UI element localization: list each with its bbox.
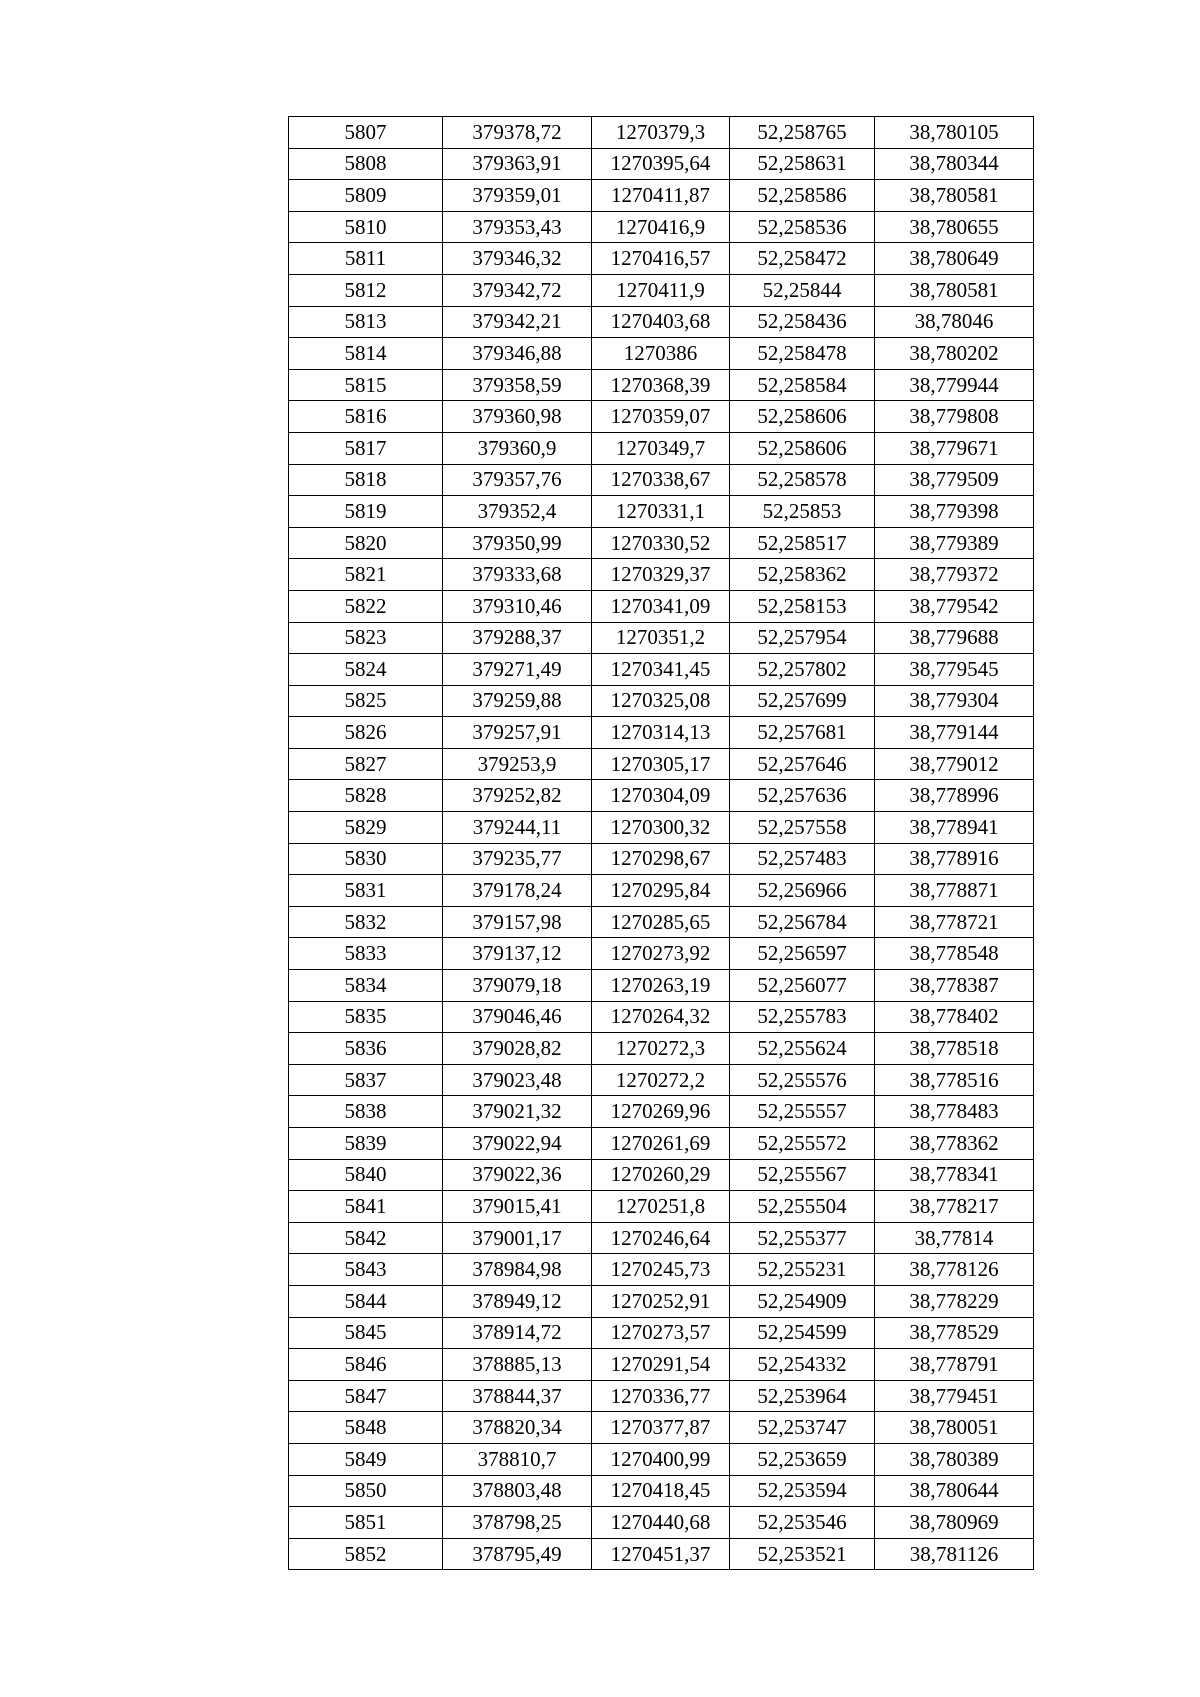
coordinates-table-body [289,117,1034,1570]
latitude-cell: 52,257646 [730,748,875,780]
point-number-cell: 5837 [289,1064,443,1096]
y-coordinate-cell: 1270395,64 [592,148,730,180]
latitude-cell: 52,253659 [730,1443,875,1475]
longitude-cell: 38,779545 [875,654,1034,686]
x-coordinate-cell: 379363,91 [443,148,592,180]
y-coordinate-cell: 1270451,37 [592,1538,730,1570]
point-number-cell: 5814 [289,338,443,370]
x-coordinate-cell: 379178,24 [443,875,592,907]
longitude-cell: 38,779304 [875,685,1034,717]
longitude-cell: 38,780644 [875,1475,1034,1507]
table-row [289,432,1034,464]
latitude-cell: 52,258606 [730,432,875,464]
point-number-cell: 5820 [289,527,443,559]
table-row [289,211,1034,243]
x-coordinate-cell: 379079,18 [443,970,592,1002]
longitude-cell: 38,780581 [875,180,1034,212]
point-number-cell: 5851 [289,1507,443,1539]
x-coordinate-cell: 378803,48 [443,1475,592,1507]
y-coordinate-cell: 1270261,69 [592,1128,730,1160]
longitude-cell: 38,77814 [875,1222,1034,1254]
coordinates-table [288,116,1034,1570]
y-coordinate-cell: 1270368,39 [592,369,730,401]
point-number-cell: 5839 [289,1128,443,1160]
x-coordinate-cell: 379360,9 [443,432,592,464]
table-row [289,1191,1034,1223]
y-coordinate-cell: 1270273,92 [592,938,730,970]
x-coordinate-cell: 378984,98 [443,1254,592,1286]
y-coordinate-cell: 1270338,67 [592,464,730,496]
y-coordinate-cell: 1270260,29 [592,1159,730,1191]
x-coordinate-cell: 379342,72 [443,274,592,306]
y-coordinate-cell: 1270349,7 [592,432,730,464]
longitude-cell: 38,778721 [875,906,1034,938]
longitude-cell: 38,778529 [875,1317,1034,1349]
table-row [289,148,1034,180]
y-coordinate-cell: 1270269,96 [592,1096,730,1128]
table-row [289,780,1034,812]
longitude-cell: 38,778941 [875,812,1034,844]
y-coordinate-cell: 1270295,84 [592,875,730,907]
point-number-cell: 5835 [289,1001,443,1033]
point-number-cell: 5844 [289,1285,443,1317]
table-row [289,875,1034,907]
latitude-cell: 52,255504 [730,1191,875,1223]
y-coordinate-cell: 1270330,52 [592,527,730,559]
point-number-cell: 5811 [289,243,443,275]
latitude-cell: 52,257802 [730,654,875,686]
latitude-cell: 52,257954 [730,622,875,654]
table-row [289,1128,1034,1160]
latitude-cell: 52,258153 [730,590,875,622]
longitude-cell: 38,780202 [875,338,1034,370]
y-coordinate-cell: 1270245,73 [592,1254,730,1286]
latitude-cell: 52,257636 [730,780,875,812]
latitude-cell: 52,257483 [730,843,875,875]
latitude-cell: 52,256077 [730,970,875,1002]
table-row [289,717,1034,749]
table-row [289,1096,1034,1128]
longitude-cell: 38,779808 [875,401,1034,433]
point-number-cell: 5817 [289,432,443,464]
longitude-cell: 38,778362 [875,1128,1034,1160]
longitude-cell: 38,779451 [875,1380,1034,1412]
point-number-cell: 5840 [289,1159,443,1191]
table-row [289,970,1034,1002]
point-number-cell: 5848 [289,1412,443,1444]
longitude-cell: 38,778871 [875,875,1034,907]
table-row [289,812,1034,844]
y-coordinate-cell: 1270377,87 [592,1412,730,1444]
y-coordinate-cell: 1270411,87 [592,180,730,212]
point-number-cell: 5824 [289,654,443,686]
table-row [289,527,1034,559]
longitude-cell: 38,781126 [875,1538,1034,1570]
longitude-cell: 38,778483 [875,1096,1034,1128]
point-number-cell: 5847 [289,1380,443,1412]
table-row [289,590,1034,622]
table-row [289,1222,1034,1254]
table-row [289,1507,1034,1539]
longitude-cell: 38,778217 [875,1191,1034,1223]
y-coordinate-cell: 1270246,64 [592,1222,730,1254]
x-coordinate-cell: 379333,68 [443,559,592,591]
point-number-cell: 5845 [289,1317,443,1349]
latitude-cell: 52,258362 [730,559,875,591]
point-number-cell: 5832 [289,906,443,938]
y-coordinate-cell: 1270304,09 [592,780,730,812]
table-row [289,559,1034,591]
latitude-cell: 52,255783 [730,1001,875,1033]
table-row [289,369,1034,401]
x-coordinate-cell: 378949,12 [443,1285,592,1317]
longitude-cell: 38,779389 [875,527,1034,559]
y-coordinate-cell: 1270273,57 [592,1317,730,1349]
latitude-cell: 52,254332 [730,1349,875,1381]
x-coordinate-cell: 379288,37 [443,622,592,654]
x-coordinate-cell: 379253,9 [443,748,592,780]
x-coordinate-cell: 379252,82 [443,780,592,812]
table-row [289,906,1034,938]
point-number-cell: 5818 [289,464,443,496]
longitude-cell: 38,778548 [875,938,1034,970]
x-coordinate-cell: 379244,11 [443,812,592,844]
x-coordinate-cell: 379357,76 [443,464,592,496]
point-number-cell: 5836 [289,1033,443,1065]
point-number-cell: 5841 [289,1191,443,1223]
point-number-cell: 5807 [289,117,443,149]
y-coordinate-cell: 1270331,1 [592,496,730,528]
point-number-cell: 5828 [289,780,443,812]
latitude-cell: 52,25844 [730,274,875,306]
x-coordinate-cell: 379137,12 [443,938,592,970]
table-row [289,1443,1034,1475]
x-coordinate-cell: 379359,01 [443,180,592,212]
point-number-cell: 5838 [289,1096,443,1128]
longitude-cell: 38,779671 [875,432,1034,464]
latitude-cell: 52,253521 [730,1538,875,1570]
latitude-cell: 52,258472 [730,243,875,275]
y-coordinate-cell: 1270403,68 [592,306,730,338]
table-row [289,401,1034,433]
point-number-cell: 5821 [289,559,443,591]
latitude-cell: 52,253594 [730,1475,875,1507]
latitude-cell: 52,258584 [730,369,875,401]
x-coordinate-cell: 379015,41 [443,1191,592,1223]
latitude-cell: 52,255624 [730,1033,875,1065]
table-row [289,938,1034,970]
longitude-cell: 38,779144 [875,717,1034,749]
table-row [289,1412,1034,1444]
point-number-cell: 5850 [289,1475,443,1507]
x-coordinate-cell: 378914,72 [443,1317,592,1349]
y-coordinate-cell: 1270341,45 [592,654,730,686]
table-row [289,1254,1034,1286]
table-row [289,1285,1034,1317]
longitude-cell: 38,779944 [875,369,1034,401]
latitude-cell: 52,255576 [730,1064,875,1096]
latitude-cell: 52,255567 [730,1159,875,1191]
y-coordinate-cell: 1270252,91 [592,1285,730,1317]
x-coordinate-cell: 379022,94 [443,1128,592,1160]
latitude-cell: 52,255572 [730,1128,875,1160]
y-coordinate-cell: 1270264,32 [592,1001,730,1033]
x-coordinate-cell: 379353,43 [443,211,592,243]
longitude-cell: 38,779509 [875,464,1034,496]
table-row [289,748,1034,780]
point-number-cell: 5830 [289,843,443,875]
x-coordinate-cell: 378820,34 [443,1412,592,1444]
y-coordinate-cell: 1270416,9 [592,211,730,243]
table-row [289,1317,1034,1349]
latitude-cell: 52,258436 [730,306,875,338]
latitude-cell: 52,258517 [730,527,875,559]
x-coordinate-cell: 379023,48 [443,1064,592,1096]
longitude-cell: 38,780581 [875,274,1034,306]
x-coordinate-cell: 379310,46 [443,590,592,622]
table-row [289,1064,1034,1096]
point-number-cell: 5808 [289,148,443,180]
longitude-cell: 38,779012 [875,748,1034,780]
x-coordinate-cell: 379028,82 [443,1033,592,1065]
point-number-cell: 5816 [289,401,443,433]
latitude-cell: 52,255231 [730,1254,875,1286]
longitude-cell: 38,778516 [875,1064,1034,1096]
x-coordinate-cell: 379001,17 [443,1222,592,1254]
longitude-cell: 38,780649 [875,243,1034,275]
longitude-cell: 38,780105 [875,117,1034,149]
longitude-cell: 38,779542 [875,590,1034,622]
x-coordinate-cell: 378844,37 [443,1380,592,1412]
longitude-cell: 38,778996 [875,780,1034,812]
y-coordinate-cell: 1270440,68 [592,1507,730,1539]
table-row [289,117,1034,149]
point-number-cell: 5823 [289,622,443,654]
y-coordinate-cell: 1270263,19 [592,970,730,1002]
point-number-cell: 5812 [289,274,443,306]
longitude-cell: 38,778916 [875,843,1034,875]
point-number-cell: 5827 [289,748,443,780]
latitude-cell: 52,253546 [730,1507,875,1539]
latitude-cell: 52,253964 [730,1380,875,1412]
latitude-cell: 52,255377 [730,1222,875,1254]
longitude-cell: 38,779688 [875,622,1034,654]
latitude-cell: 52,258478 [730,338,875,370]
longitude-cell: 38,778126 [875,1254,1034,1286]
latitude-cell: 52,254909 [730,1285,875,1317]
longitude-cell: 38,778387 [875,970,1034,1002]
table-row [289,274,1034,306]
longitude-cell: 38,778791 [875,1349,1034,1381]
latitude-cell: 52,253747 [730,1412,875,1444]
latitude-cell: 52,256597 [730,938,875,970]
table-row [289,464,1034,496]
point-number-cell: 5819 [289,496,443,528]
y-coordinate-cell: 1270386 [592,338,730,370]
longitude-cell: 38,778229 [875,1285,1034,1317]
x-coordinate-cell: 379235,77 [443,843,592,875]
point-number-cell: 5822 [289,590,443,622]
x-coordinate-cell: 379271,49 [443,654,592,686]
table-row [289,496,1034,528]
x-coordinate-cell: 378810,7 [443,1443,592,1475]
table-row [289,180,1034,212]
latitude-cell: 52,258631 [730,148,875,180]
x-coordinate-cell: 379378,72 [443,117,592,149]
table-row [289,1349,1034,1381]
x-coordinate-cell: 379358,59 [443,369,592,401]
y-coordinate-cell: 1270400,99 [592,1443,730,1475]
point-number-cell: 5825 [289,685,443,717]
y-coordinate-cell: 1270291,54 [592,1349,730,1381]
longitude-cell: 38,779398 [875,496,1034,528]
x-coordinate-cell: 379360,98 [443,401,592,433]
y-coordinate-cell: 1270341,09 [592,590,730,622]
longitude-cell: 38,780969 [875,1507,1034,1539]
y-coordinate-cell: 1270418,45 [592,1475,730,1507]
x-coordinate-cell: 379022,36 [443,1159,592,1191]
y-coordinate-cell: 1270272,3 [592,1033,730,1065]
latitude-cell: 52,258765 [730,117,875,149]
y-coordinate-cell: 1270305,17 [592,748,730,780]
latitude-cell: 52,258536 [730,211,875,243]
point-number-cell: 5813 [289,306,443,338]
y-coordinate-cell: 1270351,2 [592,622,730,654]
table-row [289,654,1034,686]
y-coordinate-cell: 1270272,2 [592,1064,730,1096]
longitude-cell: 38,779372 [875,559,1034,591]
x-coordinate-cell: 378798,25 [443,1507,592,1539]
point-number-cell: 5833 [289,938,443,970]
point-number-cell: 5810 [289,211,443,243]
x-coordinate-cell: 378795,49 [443,1538,592,1570]
point-number-cell: 5842 [289,1222,443,1254]
latitude-cell: 52,258578 [730,464,875,496]
latitude-cell: 52,255557 [730,1096,875,1128]
x-coordinate-cell: 379157,98 [443,906,592,938]
x-coordinate-cell: 379346,32 [443,243,592,275]
longitude-cell: 38,78046 [875,306,1034,338]
table-row [289,843,1034,875]
latitude-cell: 52,25853 [730,496,875,528]
y-coordinate-cell: 1270411,9 [592,274,730,306]
point-number-cell: 5826 [289,717,443,749]
y-coordinate-cell: 1270325,08 [592,685,730,717]
point-number-cell: 5834 [289,970,443,1002]
y-coordinate-cell: 1270298,67 [592,843,730,875]
table-row [289,1380,1034,1412]
latitude-cell: 52,258606 [730,401,875,433]
point-number-cell: 5831 [289,875,443,907]
latitude-cell: 52,256784 [730,906,875,938]
y-coordinate-cell: 1270314,13 [592,717,730,749]
latitude-cell: 52,257699 [730,685,875,717]
longitude-cell: 38,780655 [875,211,1034,243]
point-number-cell: 5815 [289,369,443,401]
table-row [289,1538,1034,1570]
point-number-cell: 5852 [289,1538,443,1570]
table-row [289,1033,1034,1065]
latitude-cell: 52,254599 [730,1317,875,1349]
latitude-cell: 52,256966 [730,875,875,907]
longitude-cell: 38,780389 [875,1443,1034,1475]
x-coordinate-cell: 379352,4 [443,496,592,528]
x-coordinate-cell: 379259,88 [443,685,592,717]
longitude-cell: 38,778518 [875,1033,1034,1065]
longitude-cell: 38,778402 [875,1001,1034,1033]
y-coordinate-cell: 1270379,3 [592,117,730,149]
point-number-cell: 5829 [289,812,443,844]
y-coordinate-cell: 1270251,8 [592,1191,730,1223]
table-row [289,338,1034,370]
longitude-cell: 38,780344 [875,148,1034,180]
x-coordinate-cell: 379346,88 [443,338,592,370]
table-row [289,622,1034,654]
x-coordinate-cell: 378885,13 [443,1349,592,1381]
point-number-cell: 5843 [289,1254,443,1286]
y-coordinate-cell: 1270359,07 [592,401,730,433]
point-number-cell: 5849 [289,1443,443,1475]
y-coordinate-cell: 1270336,77 [592,1380,730,1412]
x-coordinate-cell: 379350,99 [443,527,592,559]
table-row [289,306,1034,338]
table-row [289,1001,1034,1033]
longitude-cell: 38,778341 [875,1159,1034,1191]
x-coordinate-cell: 379046,46 [443,1001,592,1033]
table-row [289,1159,1034,1191]
table-row [289,243,1034,275]
point-number-cell: 5809 [289,180,443,212]
latitude-cell: 52,257558 [730,812,875,844]
x-coordinate-cell: 379257,91 [443,717,592,749]
point-number-cell: 5846 [289,1349,443,1381]
longitude-cell: 38,780051 [875,1412,1034,1444]
table-row [289,685,1034,717]
y-coordinate-cell: 1270329,37 [592,559,730,591]
x-coordinate-cell: 379342,21 [443,306,592,338]
latitude-cell: 52,257681 [730,717,875,749]
latitude-cell: 52,258586 [730,180,875,212]
y-coordinate-cell: 1270416,57 [592,243,730,275]
x-coordinate-cell: 379021,32 [443,1096,592,1128]
y-coordinate-cell: 1270300,32 [592,812,730,844]
y-coordinate-cell: 1270285,65 [592,906,730,938]
table-row [289,1475,1034,1507]
